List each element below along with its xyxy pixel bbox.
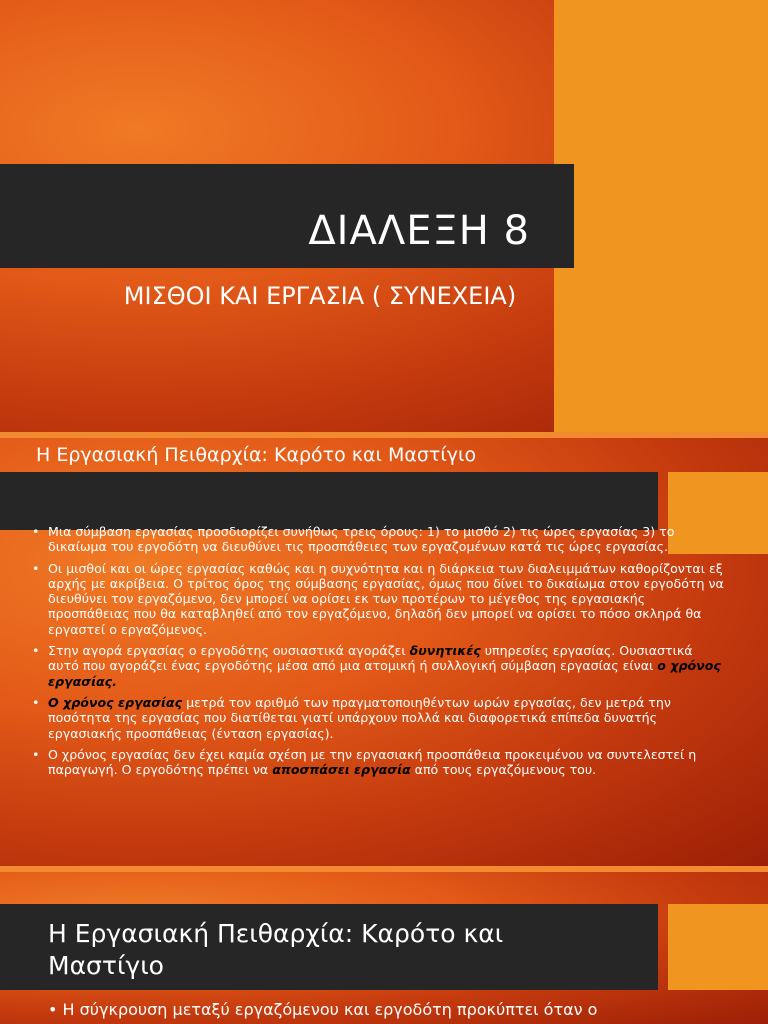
highlighted-term: Ο χρόνος εργασίας <box>48 694 183 710</box>
highlighted-term: δυνητικές <box>409 643 481 659</box>
slide-separator <box>0 432 768 438</box>
title-bar <box>0 904 658 990</box>
bullet-text: Μια σύμβαση εργασίας προσδιορίζει συνήθως τρεις όρους: 1) το μισθό 2) τις ώρες εργασίας 3) το δικαίωμα του εργοδότη να διευθύνει τις προσπάθειες των εργαζομένων κατά τις ώρες εργασίας. <box>48 524 675 555</box>
bullet-item <box>30 747 726 778</box>
accent-panel <box>668 904 768 990</box>
lecture-subtitle: ΜΙΣΘΟΙ ΚΑΙ ΕΡΓΑΣΙΑ ( ΣΥΝΕΧΕΙΑ) <box>123 282 517 310</box>
slide-title <box>0 0 768 432</box>
accent-panel <box>554 0 768 432</box>
lecture-title: ΔΙΑΛΕΞΗ 8 <box>308 208 530 254</box>
bullet-text: μετρά τον αριθμό των πραγματοποιηθέντων ωρών εργασίας, δεν μετρά την ποσότητα της εργασίας που διατίθεται γιατί υπάρχουν πολλά και διαφορετικά επίπεδα δυνατής εργασιακής προσπάθειας (ένταση εργασίας). <box>48 694 671 741</box>
title-bar <box>0 164 574 268</box>
slide-content <box>0 432 768 866</box>
bullet-item <box>30 643 726 689</box>
dark-band <box>0 472 658 530</box>
bullet-item <box>30 524 726 555</box>
highlighted-term: ο χρόνος εργασίας. <box>48 658 721 689</box>
bullet-list <box>30 524 726 783</box>
bullet-item: • Η σύγκρουση μεταξύ εργαζόμενου και εργοδότη προκύπτει όταν ο <box>48 1000 598 1019</box>
slide-heading: Η Εργασιακή Πειθαρχία: Καρότο και Μαστίγιο <box>36 444 477 466</box>
slide-title: Η Εργασιακή Πειθαρχία: Καρότο και Μαστίγιο <box>48 919 504 980</box>
slide-separator <box>0 866 768 872</box>
bullet-item <box>30 695 726 741</box>
bullet-text: Ο χρόνος εργασίας δεν έχει καμία σχέση με την εργασιακή προσπάθεια προκειμένου να συντελεστεί η παραγωγή. Ο εργοδότης πρέπει να <box>48 746 697 778</box>
bullet-text: Η σύγκρουση μεταξύ εργαζόμενου και εργοδότη προκύπτει όταν ο <box>62 1000 598 1019</box>
bullet-text: Οι μισθοί και οι ώρες εργασίας καθώς και η συχνότητα και η διάρκεια των διαλειμμάτων καθορίζονται εξ αρχής με ακρίβεια. Ο τρίτος όρος της σύμβασης εργασίας, όμως που δίνει το δικαίωμα στον εργοδότη να διευθύνει τον εργαζόμενο, δεν μπορεί να ορίσει εκ των προτέρων το μέγεθος της εργασιακής προσπάθειας που θα καταβληθεί από τον εργαζόμενο, δηλαδή δεν μπορεί να ορίσει το πόσο σκληρά θα εργαστεί ο εργαζόμενος. <box>48 560 724 637</box>
bullet-item <box>30 561 726 637</box>
bullet-text: Στην αγορά εργασίας ο εργοδότης ουσιαστικά αγοράζει <box>48 643 410 659</box>
slide-content-next <box>0 866 768 1024</box>
bullet-text: υπηρεσίες εργασίας. Ουσιαστικά αυτό που αγοράζει ένας εργοδότης μέσα από μια ατομική ή συλλογική σύμβαση εργασίας είναι <box>48 643 693 674</box>
highlighted-term: αποσπάσει εργασία <box>272 762 411 778</box>
bullet-text: από τους εργαζόμενους του. <box>410 762 597 778</box>
